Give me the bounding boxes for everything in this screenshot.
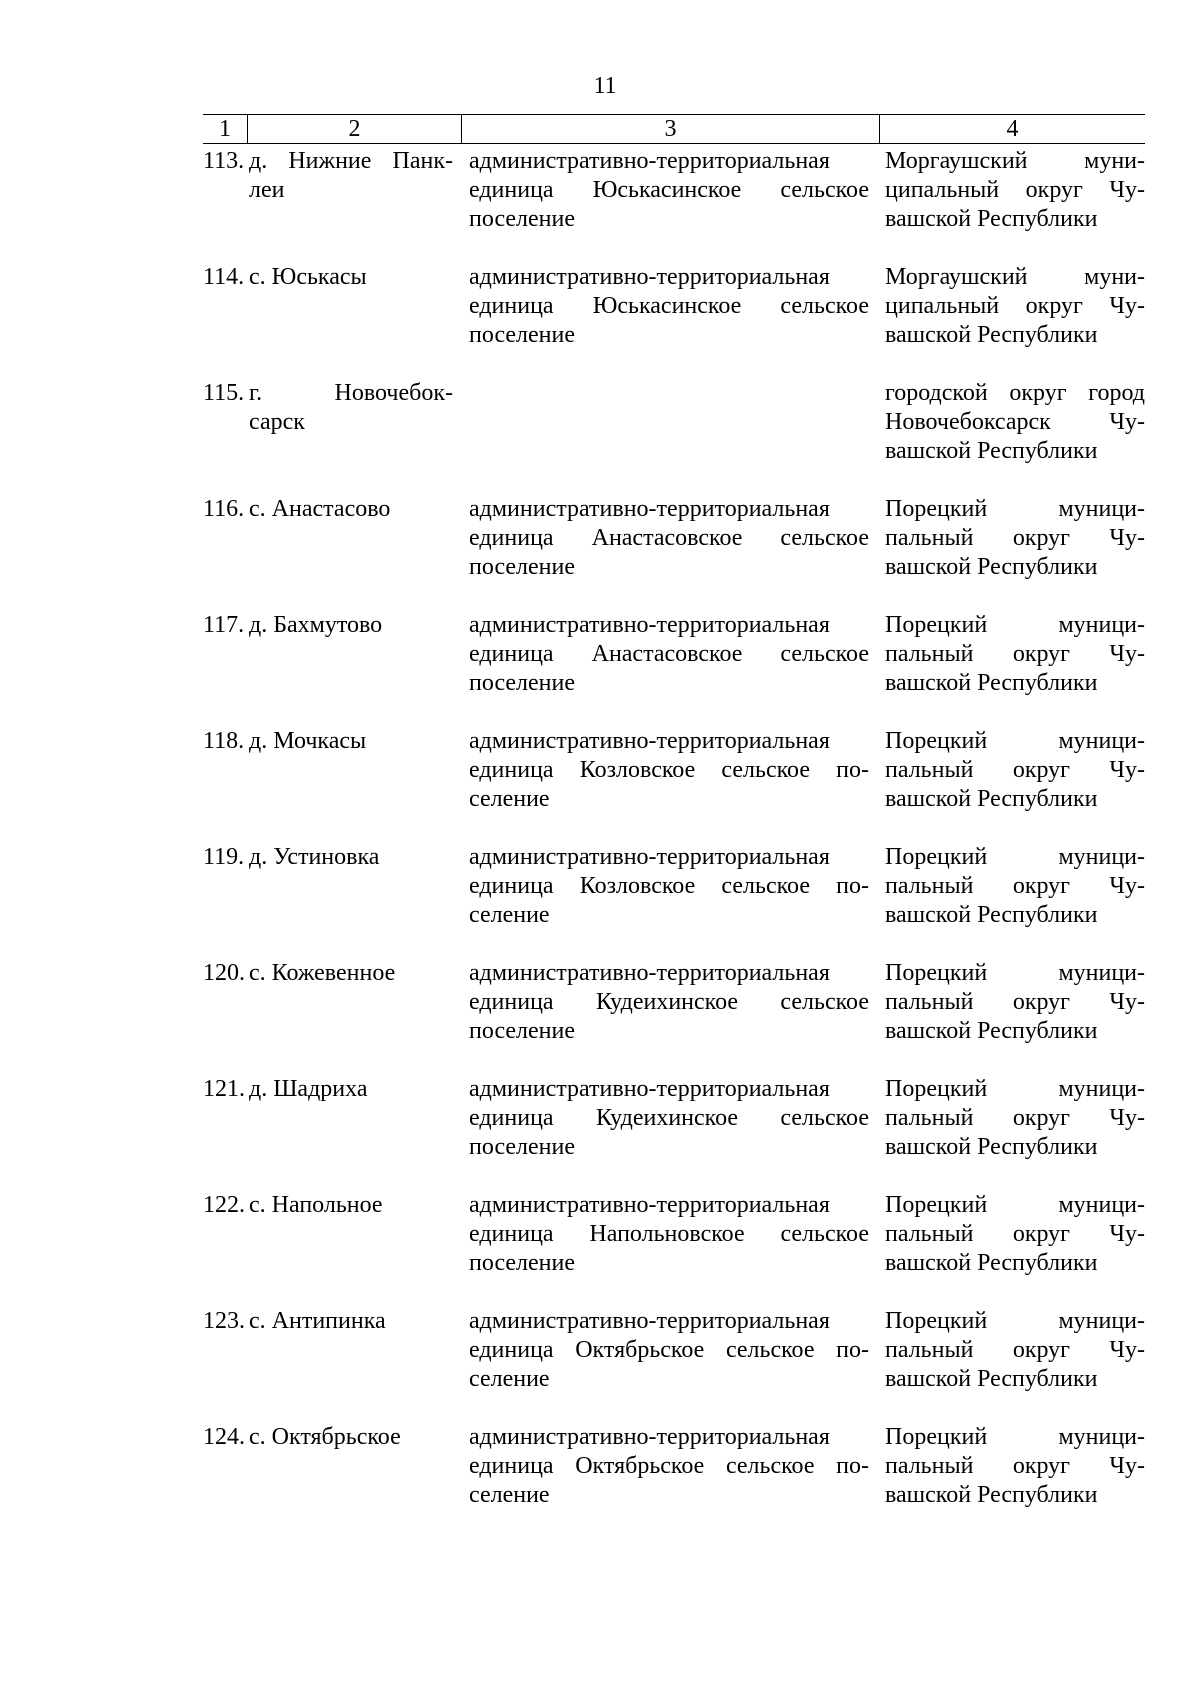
settlement-name <box>247 263 461 379</box>
territorial-unit <box>461 1191 879 1307</box>
settlement-name-line: с. Кожевенное <box>249 960 396 986</box>
table-row <box>203 727 1145 843</box>
row-number: 116. <box>203 496 245 522</box>
row-number: 117. <box>203 612 245 638</box>
territorial-unit <box>461 611 879 727</box>
municipal-district-line: Порецкий муници- <box>885 960 1145 986</box>
settlement-name-line: с. Юськасы <box>249 264 367 290</box>
municipal-district <box>879 1423 1145 1539</box>
territorial-unit-line: единица Кудеихинское сельское <box>469 1105 869 1131</box>
table-row <box>203 843 1145 959</box>
table-row <box>203 1075 1145 1191</box>
settlement-name-line: сарск <box>249 409 305 435</box>
territorial-unit-line: поселение <box>469 1250 576 1276</box>
territorial-unit <box>461 147 879 263</box>
municipal-district-line: Порецкий муници- <box>885 1308 1145 1334</box>
settlement-name-line: д. Устиновка <box>249 844 380 870</box>
row-number: 123. <box>203 1308 245 1334</box>
settlement-name-line: д. Нижние Панк- <box>249 148 453 174</box>
municipal-district <box>879 727 1145 843</box>
territorial-unit-line: единица Анастасовское сельское <box>469 641 869 667</box>
settlement-name <box>247 1423 461 1539</box>
municipal-district <box>879 147 1145 263</box>
territorial-unit-line: селение <box>469 1366 550 1392</box>
settlements-table <box>203 114 1145 1539</box>
table-row <box>203 1423 1145 1539</box>
territorial-unit-line: единица Юськасинское сельское <box>469 293 869 319</box>
municipal-district <box>879 1075 1145 1191</box>
municipal-district-line: пальный округ Чу- <box>885 1105 1145 1131</box>
column-header-1: 1 <box>219 116 231 142</box>
municipal-district-line: вашской Республики <box>885 322 1098 348</box>
municipal-district-line: пальный округ Чу- <box>885 1453 1145 1479</box>
municipal-district-line: Порецкий муници- <box>885 612 1145 638</box>
municipal-district-line: вашской Республики <box>885 554 1098 580</box>
column-header-4: 4 <box>879 115 1145 143</box>
settlement-name <box>247 843 461 959</box>
territorial-unit-line: административно-территориальная <box>469 728 830 754</box>
table-row <box>203 959 1145 1075</box>
settlement-name-line: д. Шадриха <box>249 1076 368 1102</box>
territorial-unit-line: поселение <box>469 1018 576 1044</box>
settlement-name <box>247 147 461 263</box>
territorial-unit-line: поселение <box>469 206 576 232</box>
municipal-district-line: вашской Республики <box>885 902 1098 928</box>
table-row <box>203 379 1145 495</box>
municipal-district-line: вашской Республики <box>885 206 1098 232</box>
table-row <box>203 1307 1145 1423</box>
municipal-district-line: Порецкий муници- <box>885 496 1145 522</box>
settlement-name-line: д. Бахмутово <box>249 612 383 638</box>
municipal-district-line: пальный округ Чу- <box>885 641 1145 667</box>
municipal-district <box>879 263 1145 379</box>
territorial-unit-line: поселение <box>469 1134 576 1160</box>
territorial-unit-line: селение <box>469 1482 550 1508</box>
municipal-district-line: вашской Республики <box>885 1134 1098 1160</box>
municipal-district-line: Моргаушский муни- <box>885 148 1145 174</box>
territorial-unit-line: единица Козловское сельское по- <box>469 757 869 783</box>
territorial-unit-line: административно-территориальная <box>469 1192 830 1218</box>
municipal-district <box>879 495 1145 611</box>
territorial-unit-line: единица Напольновское сельское <box>469 1221 869 1247</box>
settlement-name <box>247 727 461 843</box>
table-row <box>203 495 1145 611</box>
municipal-district-line: пальный округ Чу- <box>885 757 1145 783</box>
column-header-3: 3 <box>461 115 879 143</box>
territorial-unit <box>461 727 879 843</box>
territorial-unit-line: административно-территориальная <box>469 612 830 638</box>
territorial-unit-line: поселение <box>469 322 576 348</box>
territorial-unit-line: административно-территориальная <box>469 148 830 174</box>
settlement-name <box>247 959 461 1075</box>
municipal-district <box>879 959 1145 1075</box>
territorial-unit-line: поселение <box>469 554 576 580</box>
territorial-unit-line: единица Кудеихинское сельское <box>469 989 869 1015</box>
territorial-unit-line: единица Октябрьское сельское по- <box>469 1453 869 1479</box>
territorial-unit-line: административно-территориальная <box>469 844 830 870</box>
column-header-2: 2 <box>247 115 461 143</box>
municipal-district <box>879 611 1145 727</box>
row-number: 113. <box>203 148 245 174</box>
municipal-district-line: пальный округ Чу- <box>885 1221 1145 1247</box>
territorial-unit-line: селение <box>469 902 550 928</box>
territorial-unit <box>461 959 879 1075</box>
row-number: 119. <box>203 844 245 870</box>
territorial-unit <box>461 1075 879 1191</box>
territorial-unit-line: административно-территориальная <box>469 264 830 290</box>
municipal-district-line: вашской Республики <box>885 438 1098 464</box>
territorial-unit <box>461 263 879 379</box>
territorial-unit-line: административно-территориальная <box>469 496 830 522</box>
table-row <box>203 263 1145 379</box>
municipal-district-line: Моргаушский муни- <box>885 264 1145 290</box>
municipal-district-line: вашской Республики <box>885 1366 1098 1392</box>
settlement-name <box>247 1075 461 1191</box>
row-number: 124. <box>203 1424 245 1450</box>
territorial-unit-line: селение <box>469 786 550 812</box>
municipal-district <box>879 843 1145 959</box>
municipal-district-line: вашской Республики <box>885 1250 1098 1276</box>
municipal-district-line: ципальный округ Чу- <box>885 293 1145 319</box>
settlement-name-line: леи <box>249 177 285 203</box>
territorial-unit <box>461 1423 879 1539</box>
settlement-name <box>247 495 461 611</box>
municipal-district-line: пальный округ Чу- <box>885 873 1145 899</box>
municipal-district-line: пальный округ Чу- <box>885 525 1145 551</box>
territorial-unit-line: административно-территориальная <box>469 960 830 986</box>
municipal-district <box>879 379 1145 495</box>
territorial-unit <box>461 843 879 959</box>
settlement-name-line: с. Напольное <box>249 1192 383 1218</box>
page-number: 11 <box>593 73 617 99</box>
municipal-district-line: Порецкий муници- <box>885 1076 1145 1102</box>
settlement-name <box>247 611 461 727</box>
table-row <box>203 147 1145 263</box>
territorial-unit-line: административно-территориальная <box>469 1424 830 1450</box>
table-row <box>203 1191 1145 1307</box>
municipal-district-line: пальный округ Чу- <box>885 989 1145 1015</box>
municipal-district-line: Новочебоксарск Чу- <box>885 409 1145 435</box>
territorial-unit <box>461 379 879 495</box>
municipal-district-line: Порецкий муници- <box>885 728 1145 754</box>
municipal-district-line: Порецкий муници- <box>885 1192 1145 1218</box>
settlement-name-line: с. Октябрьское <box>249 1424 401 1450</box>
municipal-district-line: вашской Республики <box>885 786 1098 812</box>
row-number: 115. <box>203 380 245 406</box>
territorial-unit <box>461 495 879 611</box>
row-number: 122. <box>203 1192 245 1218</box>
territorial-unit-line: единица Юськасинское сельское <box>469 177 869 203</box>
settlement-name-line: д. Мочкасы <box>249 728 367 754</box>
table-row <box>203 611 1145 727</box>
territorial-unit-line: единица Октябрьское сельское по- <box>469 1337 869 1363</box>
municipal-district <box>879 1307 1145 1423</box>
row-number: 120. <box>203 960 245 986</box>
territorial-unit-line: административно-территориальная <box>469 1076 830 1102</box>
municipal-district-line: Порецкий муници- <box>885 844 1145 870</box>
settlement-name <box>247 1191 461 1307</box>
municipal-district-line: городской округ город <box>885 380 1145 406</box>
territorial-unit-line: единица Анастасовское сельское <box>469 525 869 551</box>
municipal-district-line: Порецкий муници- <box>885 1424 1145 1450</box>
settlement-name-line: с. Антипинка <box>249 1308 386 1334</box>
settlement-name-line: г. Новочебок- <box>249 380 453 406</box>
territorial-unit <box>461 1307 879 1423</box>
municipal-district-line: пальный округ Чу- <box>885 1337 1145 1363</box>
municipal-district-line: ципальный округ Чу- <box>885 177 1145 203</box>
municipal-district-line: вашской Республики <box>885 1482 1098 1508</box>
row-number: 121. <box>203 1076 245 1102</box>
territorial-unit-line: поселение <box>469 670 576 696</box>
row-number: 118. <box>203 728 245 754</box>
territorial-unit-line: единица Козловское сельское по- <box>469 873 869 899</box>
municipal-district <box>879 1191 1145 1307</box>
territorial-unit-line: административно-территориальная <box>469 1308 830 1334</box>
municipal-district-line: вашской Республики <box>885 1018 1098 1044</box>
settlement-name <box>247 1307 461 1423</box>
settlement-name-line: с. Анастасово <box>249 496 391 522</box>
row-number: 114. <box>203 264 245 290</box>
table-header-row <box>203 114 1145 144</box>
settlement-name <box>247 379 461 495</box>
municipal-district-line: вашской Республики <box>885 670 1098 696</box>
table-body <box>203 147 1145 1539</box>
